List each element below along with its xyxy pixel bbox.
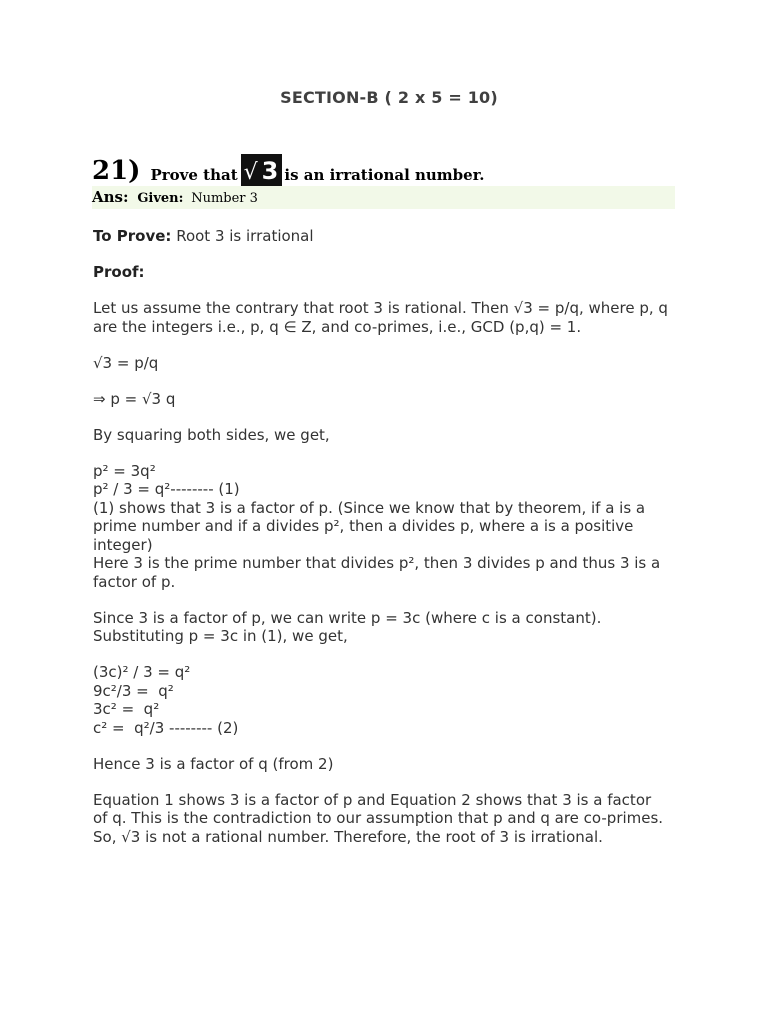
proof-paragraph <box>93 609 693 646</box>
proof-paragraph <box>93 426 693 445</box>
proof-body <box>93 227 693 846</box>
proof-paragraph <box>93 390 693 409</box>
proof-line: Here 3 is the prime number that divides p², then 3 divides p and thus 3 is a <box>93 554 661 572</box>
proof-line: 9c²/3 = q² <box>93 681 174 700</box>
proof-line: prime number and if a divides p², then a divides p, where a is a positive <box>93 517 634 535</box>
given-label: Given: <box>137 191 184 206</box>
proof-line: ⇒ p = √3 q <box>93 389 176 408</box>
proof-paragraph <box>93 354 693 373</box>
radical-symbol: √ <box>243 160 258 185</box>
proof-line: Hence 3 is a factor of q (from 2) <box>93 754 334 773</box>
proof-line: integer) <box>93 535 153 554</box>
proof-paragraphs <box>93 299 693 846</box>
proof-paragraph <box>93 791 693 847</box>
proof-line: Let us assume the contrary that root 3 is rational. Then √3 = p/q, where p, q <box>93 299 668 317</box>
proof-line: By squaring both sides, we get, <box>93 425 330 444</box>
proof-line: are the integers i.e., p, q ∈ Z, and co-primes, i.e., GCD (p,q) = 1. <box>93 317 582 336</box>
answer-given-row <box>92 186 675 209</box>
proof-label: Proof: <box>93 263 145 281</box>
proof-label-line <box>93 263 693 282</box>
proof-line: (3c)² / 3 = q² <box>93 663 191 681</box>
proof-line: Equation 1 shows 3 is a factor of p and Equation 2 shows that 3 is a factor <box>93 790 652 809</box>
radicand: 3 <box>261 157 279 185</box>
to-prove-value: Root 3 is irrational <box>176 227 314 245</box>
proof-paragraph <box>93 663 693 737</box>
proof-line: of q. This is the contradiction to our assumption that p and q are co-primes. <box>93 809 664 827</box>
proof-line: (1) shows that 3 is a factor of p. (Since we know that by theorem, if a is a <box>93 498 646 517</box>
proof-line: Since 3 is a factor of p, we can write p = 3c (where c is a constant). <box>93 608 602 627</box>
proof-line: Substituting p = 3c in (1), we get, <box>93 627 348 645</box>
to-prove-line <box>93 227 693 246</box>
proof-line: p² / 3 = q²-------- (1) <box>93 480 240 498</box>
section-title: SECTION-B ( 2 x 5 = 10) <box>280 88 498 107</box>
answer-label: Ans: <box>92 188 129 206</box>
proof-line: 3c² = q² <box>93 700 160 718</box>
proof-line: p² = 3q² <box>93 461 156 480</box>
sqrt-three-image <box>241 154 283 188</box>
question-prefix: Prove that <box>150 166 238 184</box>
proof-line: factor of p. <box>93 572 176 591</box>
question-suffix: is an irrational number. <box>284 166 485 184</box>
given-value: Number 3 <box>191 191 258 206</box>
proof-line: √3 = p/q <box>93 353 159 372</box>
proof-line: So, √3 is not a rational number. Therefore, the root of 3 is irrational. <box>93 827 603 846</box>
proof-paragraph <box>93 755 693 774</box>
proof-line: c² = q²/3 -------- (2) <box>93 718 239 737</box>
proof-paragraph <box>93 462 693 592</box>
question-number: 21) <box>92 156 141 186</box>
to-prove-label: To Prove: <box>93 227 172 245</box>
proof-paragraph <box>93 299 693 336</box>
question-line <box>92 150 484 186</box>
